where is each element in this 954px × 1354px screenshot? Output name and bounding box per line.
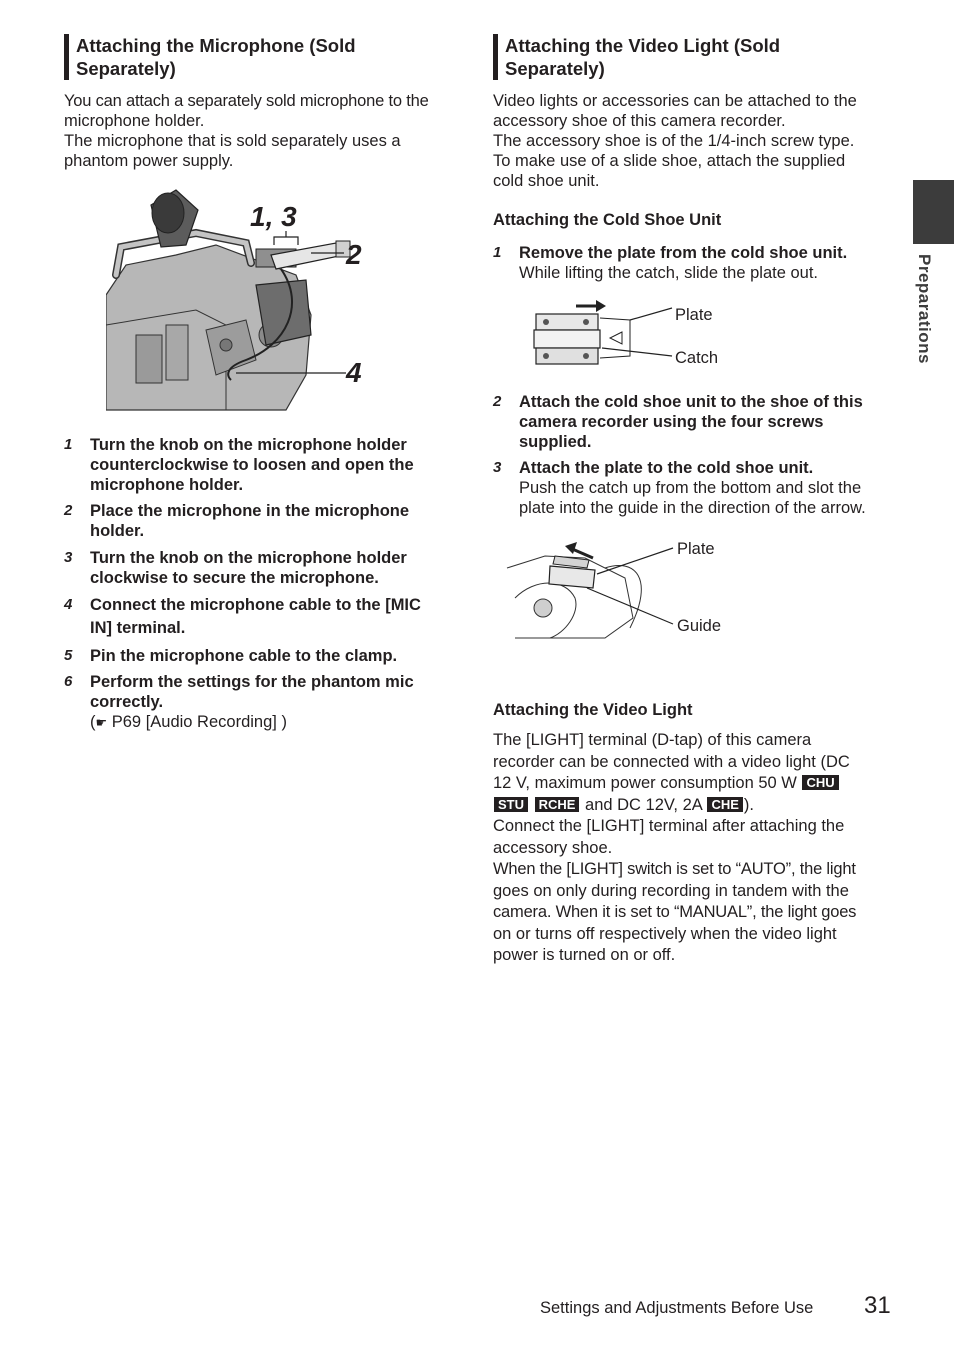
model-badge-stu: STU <box>494 797 528 812</box>
intro-line: The accessory shoe is of the 1/4-inch screw type. <box>493 132 855 150</box>
step-line: Connect the microphone cable to the [MIC <box>90 596 421 614</box>
body-line: power is turned on or off. <box>493 946 676 964</box>
step-number: 6 <box>64 673 73 690</box>
step-line: Turn the knob on the microphone holder <box>90 436 407 454</box>
step-line: plate into the guide in the direction of the arrow. <box>519 499 866 517</box>
reference-text: P69 [Audio Recording] ) <box>111 713 287 731</box>
step-number: 2 <box>64 502 73 519</box>
body-line: The [LIGHT] terminal (D-tap) of this camera <box>493 731 812 749</box>
body-line: When the [LIGHT] switch is set to “AUTO”, the light <box>493 860 856 878</box>
step-number: 5 <box>64 647 73 664</box>
intro-line: accessory shoe of this camera recorder. <box>493 112 786 130</box>
figure-label-1-3: 1, 3 <box>250 201 297 232</box>
page-number: 31 <box>864 1292 891 1319</box>
camera-microphone-figure <box>106 185 376 413</box>
step-line: Place the microphone in the microphone <box>90 502 410 520</box>
ref-paren: ( <box>90 713 96 731</box>
body-line <box>493 773 903 795</box>
model-badge-rche: RCHE <box>535 797 580 812</box>
footer-section-title: Settings and Adjustments Before Use <box>540 1299 814 1317</box>
step-number: 1 <box>493 244 502 261</box>
video-light-intro <box>493 91 898 191</box>
step-line: camera recorder using the four screws <box>519 413 824 431</box>
intro-line: Video lights or accessories can be attached to the <box>493 92 857 110</box>
page-reference[interactable] <box>90 712 414 733</box>
cold-shoe-heading: Attaching the Cold Shoe Unit <box>493 211 722 229</box>
body-line: Connect the [LIGHT] terminal after attaching the <box>493 817 845 835</box>
step-line: correctly. <box>90 693 164 711</box>
intro-line: microphone holder. <box>64 112 205 130</box>
intro-line: phantom power supply. <box>64 152 234 170</box>
cold-shoe-plate-figure <box>530 296 680 371</box>
intro-line: The microphone that is sold separately uses a <box>64 132 401 150</box>
section-title-microphone <box>64 34 356 80</box>
step-line: Turn the knob on the microphone holder <box>90 549 407 567</box>
body-line: recorder can be connected with a video light (DC <box>493 752 850 771</box>
reference-hand-icon: ☛ <box>95 715 108 730</box>
intro-line: You can attach a separately sold microphone to the <box>64 92 429 110</box>
step-number: 3 <box>64 549 73 566</box>
step-line: Push the catch up from the bottom and slot the <box>519 479 862 497</box>
label-guide: Guide <box>677 617 722 635</box>
video-light-body <box>493 730 903 967</box>
step-number: 1 <box>64 436 73 453</box>
model-badge-che: CHE <box>707 797 742 812</box>
step-line: microphone holder. <box>90 476 244 494</box>
step-line: While lifting the catch, slide the plate out. <box>519 264 818 282</box>
label-plate-1: Plate <box>675 306 713 324</box>
body-line: accessory shoe. <box>493 838 613 857</box>
body-text: ). <box>743 795 754 814</box>
body-text: 12 V, maximum power consumption 50 W <box>493 774 797 792</box>
body-line: camera. When it is set to “MANUAL”, the light goes <box>493 903 857 921</box>
video-light-heading: Attaching the Video Light <box>493 701 693 719</box>
body-line: goes on only during recording in tandem with the <box>493 881 849 900</box>
model-badge-chu: CHU <box>802 775 838 790</box>
title-line: Separately) <box>505 58 605 79</box>
step-number: 4 <box>64 596 73 613</box>
body-text: and DC 12V, 2A <box>585 795 702 814</box>
title-line: Attaching the Video Light (Sold <box>505 35 781 56</box>
step-line: Pin the microphone cable to the clamp. <box>90 647 398 665</box>
step-line: IN] terminal. <box>90 619 186 637</box>
step-line: holder. <box>90 522 145 540</box>
microphone-intro <box>64 91 464 171</box>
section-title-video-light <box>493 34 780 80</box>
step-line: clockwise to secure the microphone. <box>90 569 379 587</box>
label-plate-2: Plate <box>677 540 715 558</box>
title-line: Attaching the Microphone (Sold <box>76 35 356 56</box>
plate-guide-figure <box>505 538 680 640</box>
intro-line: To make use of a slide shoe, attach the supplied <box>493 152 846 170</box>
label-catch: Catch <box>675 349 719 367</box>
step-number: 2 <box>493 393 502 410</box>
figure-label-2: 2 <box>346 239 362 270</box>
title-line: Separately) <box>76 58 176 79</box>
chapter-tab[interactable] <box>913 180 954 244</box>
figure-label-4: 4 <box>346 357 362 388</box>
step-line: counterclockwise to loosen and open the <box>90 456 414 474</box>
body-line: on or turns off respectively when the video light <box>493 924 837 943</box>
chapter-tab-label: Preparations <box>915 254 934 364</box>
step-line: Attach the cold shoe unit to the shoe of this <box>519 393 863 411</box>
intro-line: cold shoe unit. <box>493 172 600 190</box>
step-line: supplied. <box>519 433 592 451</box>
step-line: Attach the plate to the cold shoe unit. <box>519 459 814 477</box>
step-line: Remove the plate from the cold shoe unit. <box>519 244 848 262</box>
body-line <box>493 795 903 817</box>
step-line: Perform the settings for the phantom mic <box>90 673 414 691</box>
step-number: 3 <box>493 459 502 476</box>
